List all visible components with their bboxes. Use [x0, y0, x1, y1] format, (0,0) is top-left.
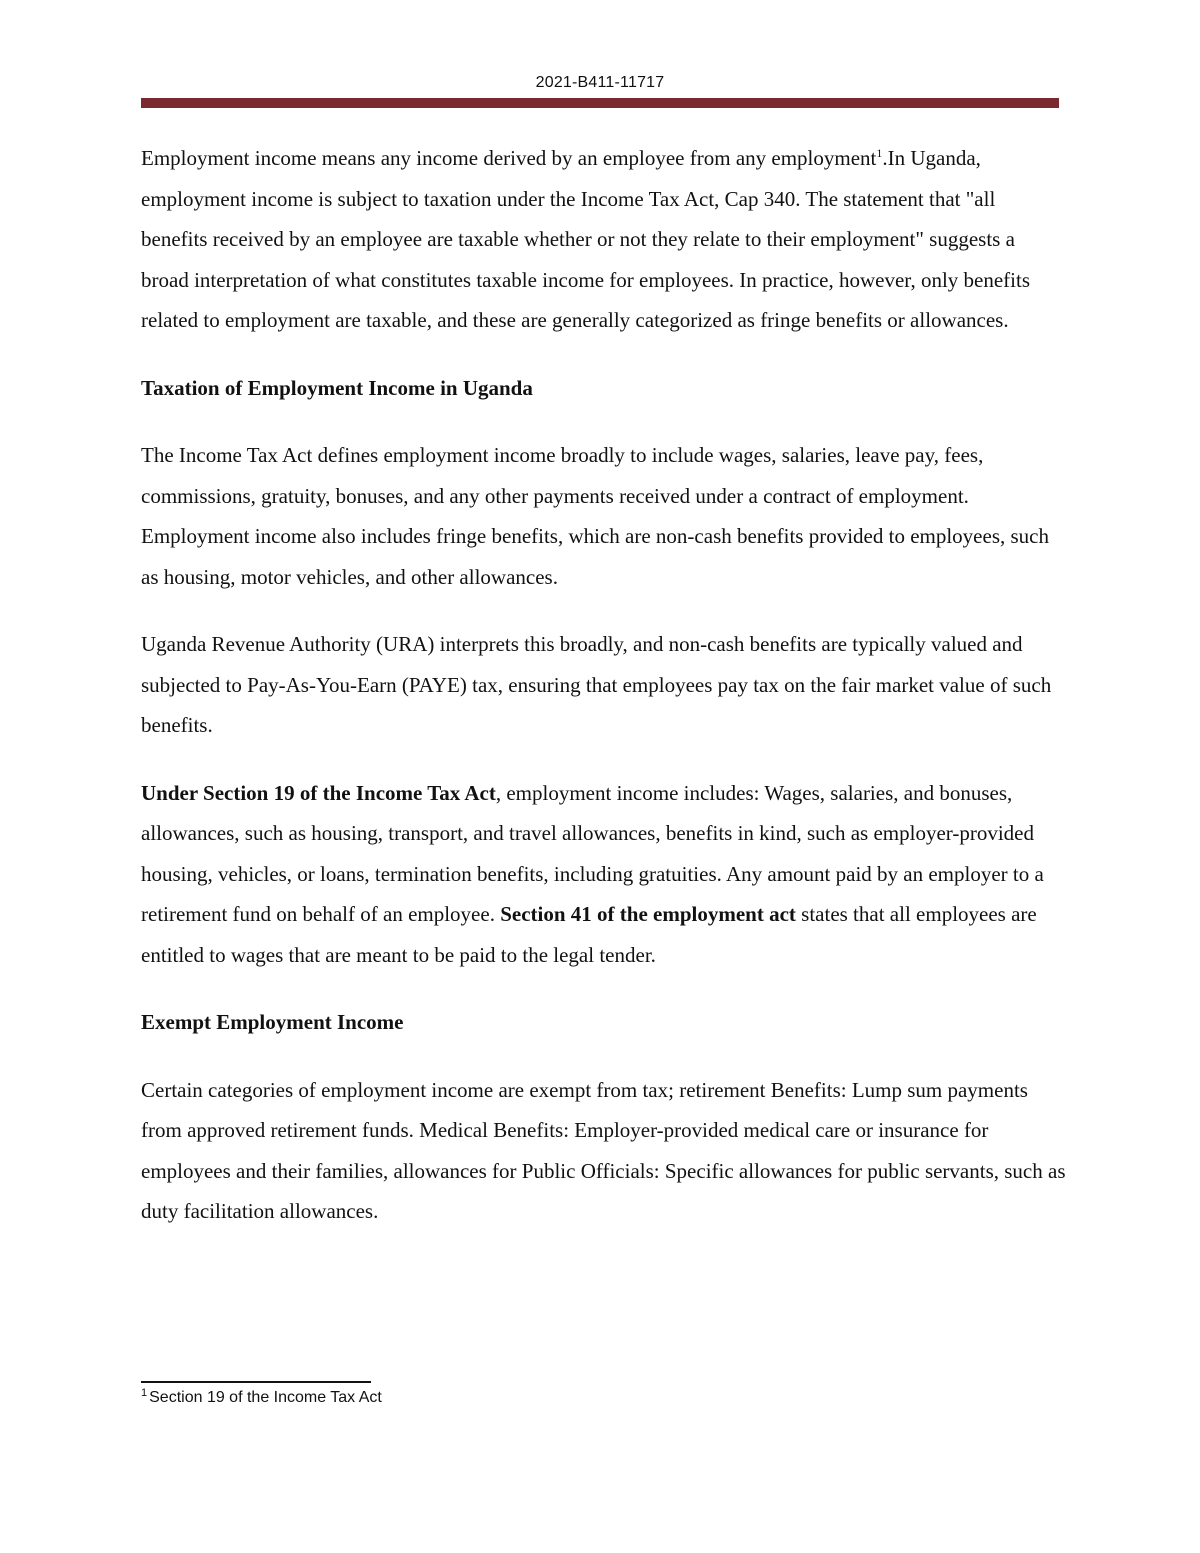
text-run: , employment income includes: Wages, salaries, and bonuses, allowances, such as housing, transport, and travel allowances, benefits in kind, such as employer-provided housing, vehicles, or loans, termination benefits, including gratuities. Any amount paid by an employer to a retirement fund on behalf of an employee.	[141, 780, 1044, 926]
text-run: The Income Tax Act defines employment income broadly to include wages, salaries, leave pay, fees, commissions, gratuity, bonuses, and any other payments received under a contract of employment. Employment income also includes fringe benefits, which are non-cash benefits provided to employees, such as housing, motor vehicles, and other allowances.	[141, 443, 1049, 589]
body-paragraph	[141, 435, 1066, 597]
footnote-separator	[141, 1381, 371, 1383]
body-paragraph	[141, 138, 1066, 341]
footnote-marker: 1	[141, 1386, 148, 1399]
document-id-header: 2021-B411-11717	[535, 74, 665, 91]
document-body	[141, 138, 1066, 1259]
text-run: .In Uganda, employment income is subject to taxation under the Income Tax Act, Cap 340. The statement that "all benefits received by an employee are taxable whether or not they relate to their employment" suggests a broad interpretation of what constitutes taxable income for employees. In practice, however, only benefits related to employment are taxable, and these are generally categorized as fringe benefits or allowances.	[141, 146, 1031, 332]
footnote-text: Section 19 of the Income Tax Act	[149, 1389, 382, 1406]
text-run: Uganda Revenue Authority (URA) interprets this broadly, and non-cash benefits are typically valued and subjected to Pay-As-You-Earn (PAYE) tax, ensuring that employees pay tax on the fair market value of such benefits.	[141, 632, 1052, 737]
text-run: states that all employees are entitled to wages that are meant to be paid to the legal tender.	[141, 902, 1037, 967]
bold-text: Under Section 19 of the Income Tax Act	[141, 780, 496, 805]
text-run: Employment income means any income derived by an employee from any employment	[141, 146, 877, 170]
footnote-reference: 1	[876, 146, 883, 160]
footnote	[141, 1386, 382, 1407]
body-paragraph	[141, 624, 1066, 746]
bold-text: Section 41 of the employment act	[500, 902, 796, 926]
header-rule	[141, 98, 1059, 108]
text-run: Certain categories of employment income are exempt from tax; retirement Benefits: Lump sum payments from approved retirement funds. Medical Benefits: Employer-provided medical care or insurance for employees and their families, allowances for Public Officials: Specific allowances for public servants, such as duty facilitation allowances.	[141, 1077, 1066, 1223]
text-run: Exempt Employment Income	[141, 1010, 404, 1034]
section-heading	[141, 1002, 1066, 1043]
body-paragraph	[141, 1070, 1066, 1232]
body-paragraph	[141, 773, 1066, 976]
text-run: Taxation of Employment Income in Uganda	[141, 375, 533, 400]
section-heading	[141, 368, 1066, 409]
